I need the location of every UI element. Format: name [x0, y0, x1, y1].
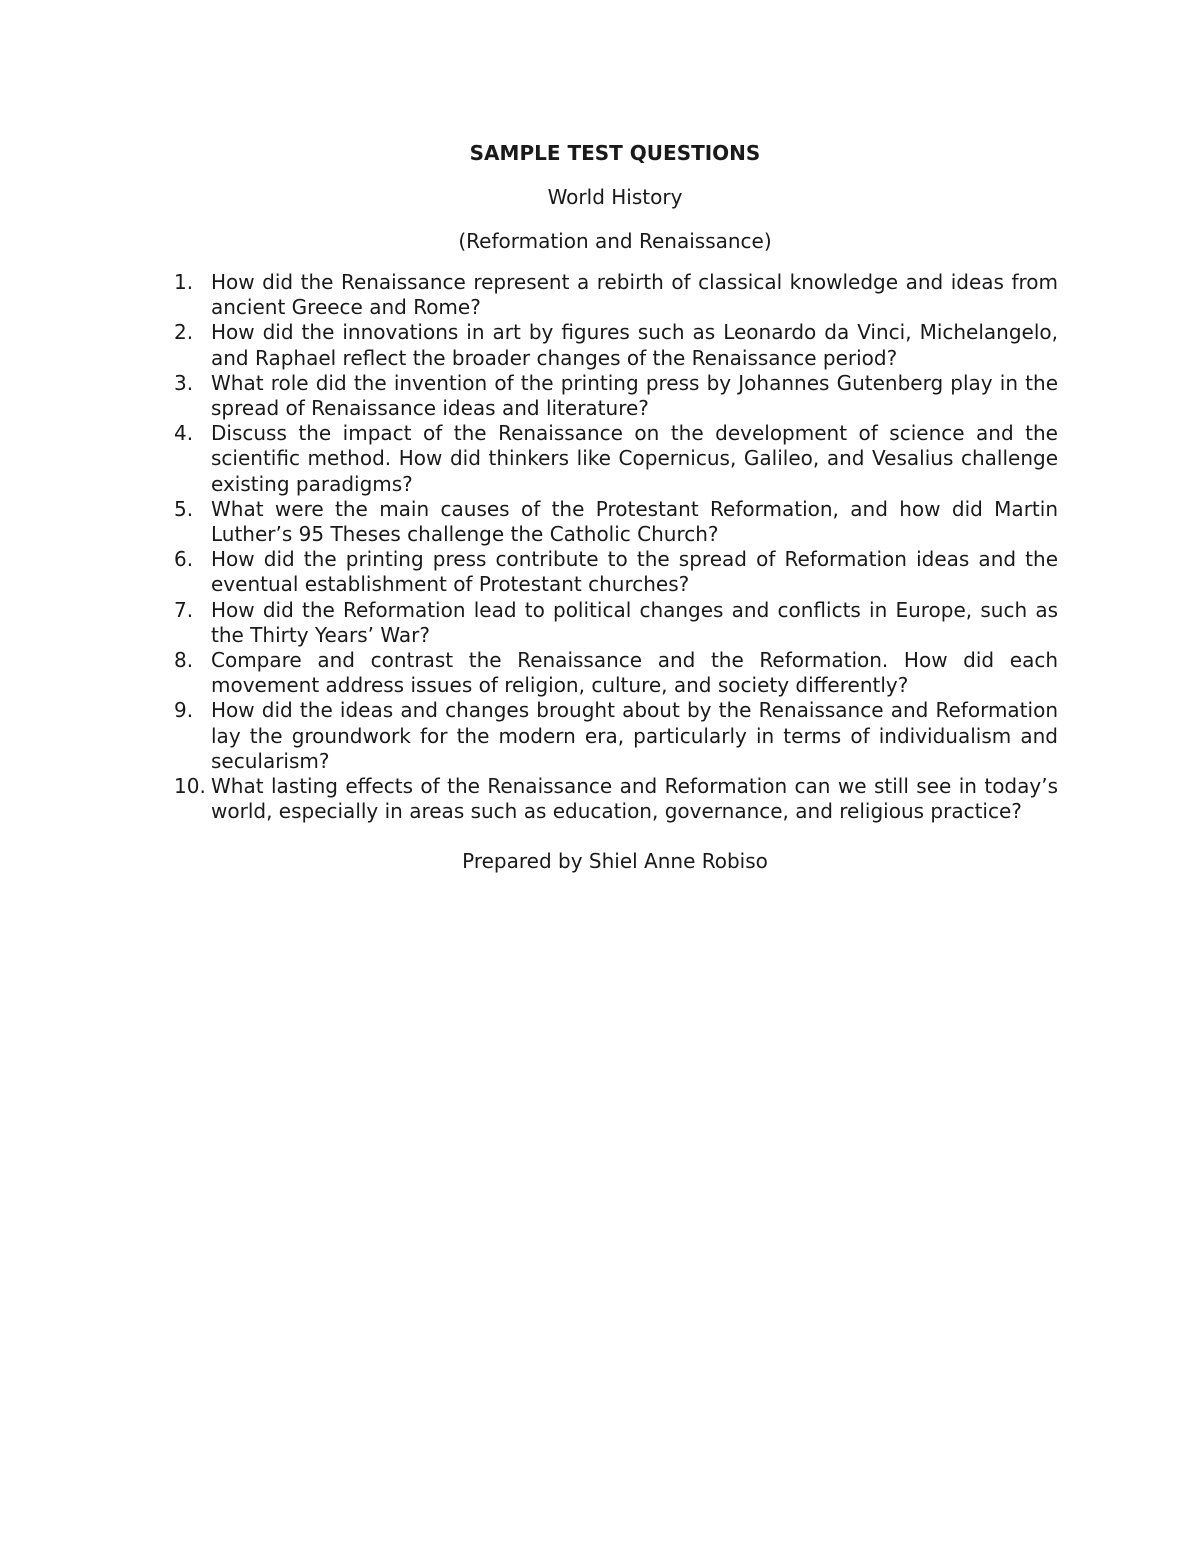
- question-text: What were the main causes of the Protestant Reformation, and how did Martin Luther’s 95 Theses challenge the Catholic Church?: [211, 496, 1058, 547]
- question-number: 5.: [174, 496, 194, 521]
- question-text: Discuss the impact of the Renaissance on the development of science and the scientific method. How did thinkers like Copernicus, Galileo, and Vesalius challenge existing paradigms?: [211, 421, 1058, 496]
- question-number: 8.: [174, 648, 194, 673]
- question-item: [172, 774, 1058, 824]
- question-text: How did the printing press contribute to the spread of Reformation ideas and the eventual establishment of Protestant churches?: [211, 547, 1058, 597]
- question-number: 4.: [174, 421, 194, 446]
- question-text: What lasting effects of the Renaissance and Reformation can we still see in today’s world, especially in areas such as education, governance, and religious practice?: [211, 774, 1058, 824]
- document-subject: World History: [547, 185, 683, 209]
- question-text: How did the innovations in art by figures such as Leonardo da Vinci, Michelangelo, and Raphael reflect the broader changes of the Renaissance period?: [211, 320, 1058, 370]
- question-item: [172, 547, 1058, 597]
- question-text: What role did the invention of the printing press by Johannes Gutenberg play in the spread of Renaissance ideas and literature?: [211, 370, 1058, 421]
- question-text: Compare and contrast the Renaissance and the Reformation. How did each movement address issues of religion, culture, and society differently?: [211, 648, 1058, 698]
- question-item: [172, 698, 1058, 774]
- question-number: 9.: [174, 698, 194, 723]
- question-number: 1.: [174, 270, 194, 294]
- question-item: [172, 497, 1058, 547]
- document-title: SAMPLE TEST QUESTIONS: [469, 141, 761, 165]
- question-item: [172, 648, 1058, 698]
- document-content: [172, 138, 1058, 876]
- question-item: [172, 598, 1058, 648]
- question-number: 6.: [174, 547, 194, 572]
- question-item: [172, 270, 1058, 320]
- question-number: 10.: [174, 774, 206, 799]
- question-item: [172, 421, 1058, 497]
- question-item: [172, 320, 1058, 370]
- question-number: 7.: [174, 597, 194, 622]
- question-number: 3.: [174, 370, 194, 395]
- question-list: [172, 270, 1058, 824]
- question-text: How did the Reformation lead to political changes and conflicts in Europe, such as the Thirty Years’ War?: [211, 597, 1058, 647]
- question-item: [172, 371, 1058, 421]
- prepared-by: Prepared by Shiel Anne Robiso: [462, 849, 768, 874]
- document-topic: (Reformation and Renaissance): [458, 229, 772, 253]
- question-text: How did the Renaissance represent a rebirth of classical knowledge and ideas from ancient Greece and Rome?: [211, 270, 1058, 320]
- question-text: How did the ideas and changes brought about by the Renaissance and Reformation lay the groundwork for the modern era, particularly in terms of individualism and secularism?: [211, 698, 1058, 773]
- question-number: 2.: [174, 320, 194, 345]
